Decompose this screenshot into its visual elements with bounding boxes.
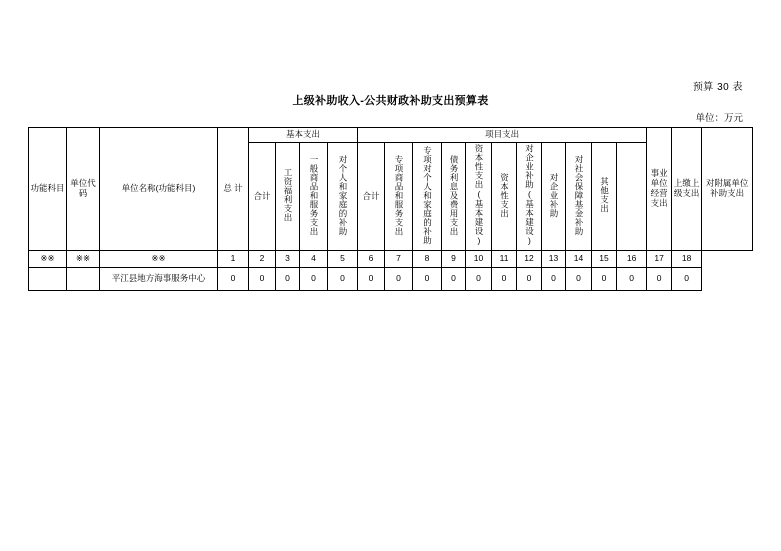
number-cell: 2: [249, 251, 276, 268]
cell-unit-code: [67, 268, 100, 291]
number-cell: 6: [358, 251, 385, 268]
col-header-func-code: 功能科目: [29, 128, 67, 251]
cell-basic-total: 0: [249, 268, 276, 291]
cell-proj-capital-nonbuild: 0: [466, 268, 492, 291]
cell-unit-name: 平江县地方海事服务中心: [100, 268, 218, 291]
group-header-basic: 基本支出: [249, 128, 358, 143]
col-header-total: 总 计: [218, 128, 249, 251]
col-header-proj-enterprise: 对企业补助: [542, 143, 566, 251]
number-cell: 17: [647, 251, 672, 268]
col-header-upper-pay: 上缴上级支出: [672, 128, 702, 251]
col-header-basic-personal: 对个人和家庭的补助: [328, 143, 358, 251]
cell-proj-capital: 0: [492, 268, 517, 291]
number-cell: ※※: [100, 251, 218, 268]
cell-total: 0: [218, 268, 249, 291]
col-header-proj-total: 合计: [358, 143, 385, 251]
col-header-proj-enterprise-build: 对企业补助(基本建设): [517, 143, 542, 251]
number-cell: 14: [566, 251, 592, 268]
number-cell: 15: [592, 251, 617, 268]
group-header-project: 项目支出: [358, 128, 647, 143]
table-group-header-row: [29, 128, 753, 143]
cell-proj-enterprise-build: 0: [517, 268, 542, 291]
col-header-basic-salary: 工资福利支出: [276, 143, 300, 251]
number-cell: 8: [413, 251, 442, 268]
cell-proj-personal: 0: [413, 268, 442, 291]
table-row: [29, 268, 753, 291]
table-number-row: [29, 251, 753, 268]
col-header-proj-other: 其他支出: [592, 143, 617, 251]
number-cell: 13: [542, 251, 566, 268]
number-cell: 5: [328, 251, 358, 268]
cell-proj-social-security: 0: [566, 268, 592, 291]
col-header-basic-goods: 一般商品和服务支出: [300, 143, 328, 251]
col-header-proj-social-security: 对社会保障基金补助: [566, 143, 592, 251]
number-cell: ※※: [67, 251, 100, 268]
number-cell: 11: [492, 251, 517, 268]
col-header-unit-code: 单位代码: [67, 128, 100, 251]
cell-proj-goods: 0: [385, 268, 413, 291]
col-header-career-fund: 事业单位经营支出: [647, 128, 672, 251]
col-header-proj-personal: 专项对个人和家庭的补助: [413, 143, 442, 251]
number-cell: 7: [385, 251, 413, 268]
number-cell: ※※: [29, 251, 67, 268]
number-cell: 3: [276, 251, 300, 268]
form-code: 预算 30 表: [692, 82, 743, 93]
cell-basic-salary: 0: [276, 268, 300, 291]
budget-table: [28, 127, 753, 291]
number-cell: 4: [300, 251, 328, 268]
col-header-proj-interest: 债务利息及费用支出: [442, 143, 466, 251]
page-title: 上级补助收入-公共财政补助支出预算表: [292, 95, 489, 107]
col-header-basic-total: 合计: [249, 143, 276, 251]
number-cell: 10: [466, 251, 492, 268]
cell-upper-pay: 0: [647, 268, 672, 291]
cell-basic-goods: 0: [300, 268, 328, 291]
col-header-unit-name: 单位名称(功能科目): [100, 128, 218, 251]
col-header-proj-capital-nonbuild: 资本性支出(基本建设): [466, 143, 492, 251]
number-cell: 12: [517, 251, 542, 268]
number-cell: 1: [218, 251, 249, 268]
cell-proj-interest: 0: [442, 268, 466, 291]
cell-proj-enterprise: 0: [542, 268, 566, 291]
unit-note: 单位：万元: [695, 113, 743, 124]
cell-career-fund: 0: [617, 268, 647, 291]
col-header-proj-goods: 专项商品和服务支出: [385, 143, 413, 251]
number-cell: 18: [672, 251, 702, 268]
cell-affiliated-subsidy: 0: [672, 268, 702, 291]
cell-basic-personal: 0: [328, 268, 358, 291]
col-header-proj-capital: 资本性支出: [492, 143, 517, 251]
number-cell: 9: [442, 251, 466, 268]
cell-func-code: [29, 268, 67, 291]
cell-proj-other: 0: [592, 268, 617, 291]
cell-proj-total: 0: [358, 268, 385, 291]
col-header-affiliated-subsidy: 对附属单位补助支出: [702, 128, 753, 251]
number-cell: 16: [617, 251, 647, 268]
